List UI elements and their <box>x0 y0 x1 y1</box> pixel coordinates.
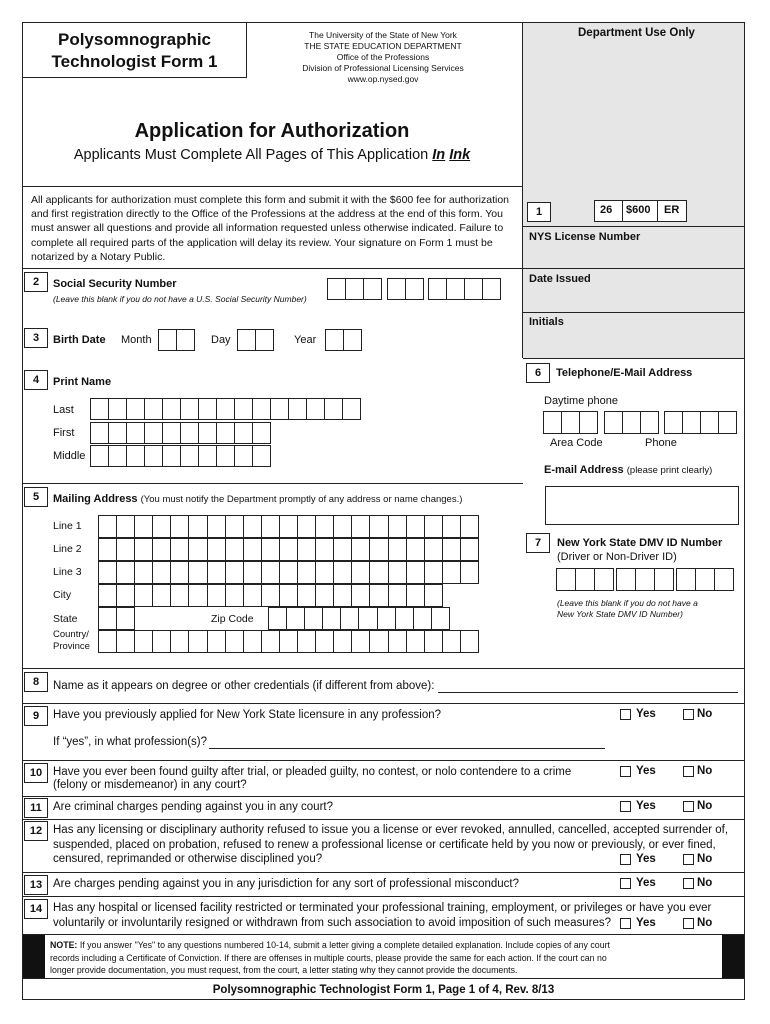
char-cell[interactable] <box>134 561 153 584</box>
note-right-bar <box>722 935 744 978</box>
ssn-input-2[interactable] <box>387 278 423 300</box>
q9-text: Have you previously applied for New York State licensure in any profession? <box>53 709 442 721</box>
char-cell[interactable] <box>315 630 334 653</box>
form-title-line1: Polysomnographic <box>57 30 212 49</box>
q11-num: 11 <box>24 798 48 818</box>
char-cell[interactable] <box>306 398 325 420</box>
char-cell[interactable] <box>460 538 479 561</box>
q12-text-1: Has any licensing or disciplinary authority refused to issue you a license or ever revoked, annulled, cancelled, accepted surrender of, <box>53 824 729 836</box>
char-cell[interactable] <box>424 515 443 538</box>
char-cell[interactable] <box>406 538 425 561</box>
phone-input-2[interactable] <box>664 411 736 434</box>
char-cell[interactable] <box>126 422 145 444</box>
note-line-3: longer provide documentation, you must request, from the court, a letter stating why they cannot provide the documents. <box>50 965 518 975</box>
mailing-address-text: Mailing Address <box>53 493 138 505</box>
char-cell[interactable] <box>377 607 396 630</box>
form-title-line2: Technologist Form 1 <box>51 52 218 71</box>
email-label <box>544 464 712 477</box>
char-cell[interactable] <box>90 398 109 420</box>
telephone-email-label: Telephone/E-Mail Address <box>556 367 693 379</box>
char-cell[interactable] <box>198 398 217 420</box>
char-cell[interactable] <box>152 561 171 584</box>
char-cell[interactable] <box>108 445 127 467</box>
dmv-note-2: New York State DMV ID Number) <box>557 609 683 619</box>
char-cell[interactable] <box>108 398 127 420</box>
application-title: Application for Authorization <box>134 120 410 142</box>
q9-yes-label: Yes <box>636 708 656 720</box>
char-cell[interactable] <box>406 561 425 584</box>
char-cell[interactable] <box>342 398 361 420</box>
dept-er: ER <box>664 204 680 216</box>
char-cell[interactable] <box>108 422 127 444</box>
char-cell[interactable] <box>369 630 388 653</box>
q14-no-checkbox[interactable] <box>683 918 694 929</box>
char-cell[interactable] <box>388 584 407 607</box>
char-cell[interactable] <box>188 538 207 561</box>
char-cell[interactable] <box>144 445 163 467</box>
char-cell[interactable] <box>225 515 244 538</box>
char-cell[interactable] <box>369 538 388 561</box>
section-4-num: 4 <box>24 370 48 390</box>
ssn-input-1[interactable] <box>327 278 381 300</box>
address-line2-label: Line 2 <box>53 543 82 555</box>
char-cell[interactable] <box>351 630 370 653</box>
char-cell[interactable] <box>333 515 352 538</box>
agency-line: THE STATE EDUCATION DEPARTMENT <box>304 41 462 51</box>
char-cell[interactable] <box>144 398 163 420</box>
char-cell[interactable] <box>188 630 207 653</box>
q9-followup: If “yes”, in what profession(s)? <box>53 736 208 748</box>
char-cell[interactable] <box>225 561 244 584</box>
char-cell[interactable] <box>188 561 207 584</box>
char-cell[interactable] <box>297 630 316 653</box>
q10-yes-checkbox[interactable] <box>620 766 631 777</box>
state-label: State <box>53 613 78 625</box>
dmv-note-1: (Leave this blank if you do not have a <box>557 598 698 608</box>
address-line1-input[interactable] <box>98 515 478 538</box>
q12-yes-label: Yes <box>636 853 656 865</box>
char-cell[interactable] <box>134 538 153 561</box>
char-cell[interactable] <box>424 584 443 607</box>
q8-text: Name as it appears on degree or other credentials (if different from above): <box>53 680 435 692</box>
char-cell[interactable] <box>90 422 109 444</box>
char-cell[interactable] <box>170 584 189 607</box>
char-cell[interactable] <box>152 584 171 607</box>
country-label-1: Country/ <box>53 629 89 640</box>
agency-block <box>258 30 508 85</box>
q13-no-checkbox[interactable] <box>683 878 694 889</box>
char-cell[interactable] <box>388 515 407 538</box>
dmv-input-1[interactable] <box>556 568 613 591</box>
address-line1-label: Line 1 <box>53 520 82 532</box>
country-label-2: Province <box>53 641 90 652</box>
email-label-text: E-mail Address <box>544 464 624 476</box>
char-cell[interactable] <box>116 630 135 653</box>
char-cell[interactable] <box>116 561 135 584</box>
q8-num: 8 <box>24 672 48 692</box>
q11-text: Are criminal charges pending against you in any court? <box>53 801 333 813</box>
q9-no-label: No <box>697 708 713 720</box>
q11-yes-checkbox[interactable] <box>620 801 631 812</box>
char-cell[interactable] <box>207 561 226 584</box>
char-cell[interactable] <box>424 561 443 584</box>
char-cell[interactable] <box>406 630 425 653</box>
city-input[interactable] <box>98 584 442 607</box>
char-cell[interactable] <box>152 538 171 561</box>
q11-no-label: No <box>697 800 713 812</box>
email-note: (please print clearly) <box>626 465 713 476</box>
subtitle-text: Applicants Must Complete All Pages of This Application <box>73 147 433 163</box>
email-input[interactable] <box>545 486 739 525</box>
char-cell[interactable] <box>333 584 352 607</box>
char-cell[interactable] <box>180 398 199 420</box>
q13-no-label: No <box>697 877 713 889</box>
char-cell[interactable] <box>134 515 153 538</box>
address-line3-input[interactable] <box>98 561 478 584</box>
q10-no-label: No <box>697 765 713 777</box>
intro-text: All applicants for authorization must complete this form and submit it with the $600 fee for authorization and first registration directly to the Office of the Professions at the address at the end of this form. You must answer all questions and provide all information requested unless otherwise indicated. Failure to complete all required parts of the application will delay its review. Your signature on Form 1 must be notarized by a Notary Public. <box>31 194 509 263</box>
print-name-label: Print Name <box>53 376 112 388</box>
ssn-input-3[interactable] <box>428 278 500 300</box>
q10-yes-label: Yes <box>636 765 656 777</box>
char-cell[interactable] <box>144 422 163 444</box>
char-cell[interactable] <box>304 607 323 630</box>
q14-num: 14 <box>24 899 48 919</box>
ssn-label: Social Security Number <box>53 278 177 290</box>
char-cell[interactable] <box>170 630 189 653</box>
q11-yes-label: Yes <box>636 800 656 812</box>
char-cell[interactable] <box>252 445 271 467</box>
q10-no-checkbox[interactable] <box>683 766 694 777</box>
agency-line: Office of the Professions <box>336 52 430 62</box>
q12-no-label: No <box>697 853 713 865</box>
address-line3-label: Line 3 <box>53 566 82 578</box>
birth-month-label: Month <box>121 334 152 346</box>
section-3-num: 3 <box>24 328 48 348</box>
char-cell[interactable] <box>261 630 280 653</box>
area-code-label: Area Code <box>550 437 603 449</box>
q13-yes-label: Yes <box>636 877 656 889</box>
char-cell[interactable] <box>216 445 235 467</box>
last-name-label: Last <box>53 404 74 416</box>
dmv-id-sub: (Driver or Non-Driver ID) <box>557 551 677 563</box>
char-cell[interactable] <box>243 630 262 653</box>
char-cell[interactable] <box>225 630 244 653</box>
char-cell[interactable] <box>98 515 117 538</box>
char-cell[interactable] <box>297 584 316 607</box>
dept-use-area <box>523 23 744 358</box>
last-name-input[interactable] <box>90 398 360 420</box>
ssn-note: (Leave this blank if you do not have a U.S. Social Security Number) <box>53 294 307 304</box>
agency-line: The University of the State of New York <box>309 30 457 40</box>
area-code-input[interactable] <box>543 411 597 434</box>
char-cell[interactable] <box>243 515 262 538</box>
char-cell[interactable] <box>406 515 425 538</box>
char-cell[interactable] <box>180 445 199 467</box>
char-cell[interactable] <box>261 584 280 607</box>
subtitle-in: In <box>432 147 446 163</box>
q9-profession-input[interactable] <box>209 748 605 749</box>
char-cell[interactable] <box>243 584 262 607</box>
char-cell[interactable] <box>170 515 189 538</box>
char-cell[interactable] <box>162 422 181 444</box>
birth-month-input[interactable] <box>158 329 194 351</box>
char-cell[interactable] <box>98 584 117 607</box>
phone-input-1[interactable] <box>604 411 658 434</box>
state-input[interactable] <box>98 607 134 630</box>
char-cell[interactable] <box>270 398 289 420</box>
q10-num: 10 <box>24 763 48 783</box>
char-cell[interactable] <box>388 630 407 653</box>
char-cell[interactable] <box>297 515 316 538</box>
birth-year-label: Year <box>294 334 317 346</box>
middle-name-input[interactable] <box>90 445 270 467</box>
char-cell[interactable] <box>207 584 226 607</box>
char-cell[interactable] <box>358 607 377 630</box>
char-cell[interactable] <box>116 515 135 538</box>
char-cell[interactable] <box>324 398 343 420</box>
char-cell[interactable] <box>207 515 226 538</box>
char-cell[interactable] <box>286 607 305 630</box>
dept-num-1: 1 <box>527 202 551 222</box>
char-cell[interactable] <box>207 538 226 561</box>
q14-text-1: Has any hospital or licensed facility restricted or terminated your professional training, employment, or privileges or have you ever <box>53 902 712 914</box>
char-cell[interactable] <box>126 398 145 420</box>
char-cell[interactable] <box>252 398 271 420</box>
char-cell[interactable] <box>442 630 461 653</box>
note-left-bar <box>23 935 45 978</box>
char-cell[interactable] <box>216 398 235 420</box>
char-cell[interactable] <box>297 561 316 584</box>
note-block <box>50 939 720 977</box>
char-cell[interactable] <box>261 561 280 584</box>
char-cell[interactable] <box>315 584 334 607</box>
q12-num: 12 <box>24 821 48 841</box>
char-cell[interactable] <box>315 561 334 584</box>
q9-yes-checkbox[interactable] <box>620 709 631 720</box>
char-cell[interactable] <box>126 445 145 467</box>
middle-name-label: Middle <box>53 450 86 462</box>
dept-fee: $600 <box>626 204 651 216</box>
char-cell[interactable] <box>134 630 153 653</box>
char-cell[interactable] <box>406 584 425 607</box>
q12-text-2: suspended, placed on probation, refused to renew a professional license or certificate held by you now or previously, or ever fined, <box>53 839 716 851</box>
char-cell[interactable] <box>243 561 262 584</box>
char-cell[interactable] <box>225 538 244 561</box>
char-cell[interactable] <box>188 584 207 607</box>
char-cell[interactable] <box>152 630 171 653</box>
phone-label: Phone <box>645 437 677 449</box>
char-cell[interactable] <box>279 584 298 607</box>
footer-text: Polysomnographic Technologist Form 1, Page 1 of 4, Rev. 8/13 <box>212 984 555 996</box>
dmv-id-label: New York State DMV ID Number <box>557 537 723 549</box>
note-line-1: If you answer "Yes" to any questions numbered 10-14, submit a letter giving a complete detailed explanation. Include copies of any court <box>77 940 610 950</box>
q12-yes-checkbox[interactable] <box>620 854 631 865</box>
q13-text: Are charges pending against you in any jurisdiction for any sort of professional misconduct? <box>53 878 520 890</box>
birth-year-input[interactable] <box>325 329 361 351</box>
char-cell[interactable] <box>351 538 370 561</box>
char-cell[interactable] <box>351 561 370 584</box>
license-number-label: NYS License Number <box>529 231 641 243</box>
char-cell[interactable] <box>116 538 135 561</box>
birth-day-input[interactable] <box>237 329 273 351</box>
char-cell[interactable] <box>351 584 370 607</box>
char-cell[interactable] <box>460 561 479 584</box>
char-cell[interactable] <box>424 630 443 653</box>
char-cell[interactable] <box>340 607 359 630</box>
section-6-num: 6 <box>526 363 550 383</box>
initials-label: Initials <box>529 316 564 328</box>
char-cell[interactable] <box>442 538 461 561</box>
char-cell[interactable] <box>279 515 298 538</box>
daytime-phone-label: Daytime phone <box>544 395 618 407</box>
char-cell[interactable] <box>98 630 117 653</box>
char-cell[interactable] <box>333 538 352 561</box>
zip-code-input[interactable] <box>268 607 449 630</box>
q8-input[interactable] <box>438 692 738 693</box>
char-cell[interactable] <box>170 538 189 561</box>
char-cell[interactable] <box>388 561 407 584</box>
q14-no-label: No <box>697 917 713 929</box>
city-label: City <box>53 589 72 601</box>
char-cell[interactable] <box>98 561 117 584</box>
section-7-num: 7 <box>526 533 550 553</box>
dmv-input-3[interactable] <box>676 568 733 591</box>
char-cell[interactable] <box>162 445 181 467</box>
char-cell[interactable] <box>369 584 388 607</box>
char-cell[interactable] <box>252 422 271 444</box>
section-5-num: 5 <box>24 487 48 507</box>
char-cell[interactable] <box>424 538 443 561</box>
q14-yes-checkbox[interactable] <box>620 918 631 929</box>
char-cell[interactable] <box>460 630 479 653</box>
section-2-num: 2 <box>24 272 48 292</box>
birth-day-label: Day <box>211 334 231 346</box>
char-cell[interactable] <box>322 607 341 630</box>
q12-no-checkbox[interactable] <box>683 854 694 865</box>
char-cell[interactable] <box>198 422 217 444</box>
q13-yes-checkbox[interactable] <box>620 878 631 889</box>
char-cell[interactable] <box>333 630 352 653</box>
char-cell[interactable] <box>152 515 171 538</box>
q9-num: 9 <box>24 706 48 726</box>
address-line2-input[interactable] <box>98 538 478 561</box>
char-cell[interactable] <box>431 607 450 630</box>
q12-text-3: censured, reprimanded or otherwise disciplined you? <box>53 853 323 865</box>
char-cell[interactable] <box>98 538 117 561</box>
dept-code: 26 <box>600 204 613 216</box>
char-cell[interactable] <box>288 398 307 420</box>
first-name-input[interactable] <box>90 422 270 444</box>
agency-line: Division of Professional Licensing Services <box>302 63 464 73</box>
char-cell[interactable] <box>207 630 226 653</box>
char-cell[interactable] <box>460 515 479 538</box>
q14-yes-label: Yes <box>636 917 656 929</box>
char-cell[interactable] <box>234 422 253 444</box>
subtitle-ink: Ink <box>449 147 471 163</box>
char-cell[interactable] <box>134 584 153 607</box>
char-cell[interactable] <box>234 398 253 420</box>
application-subtitle <box>22 147 522 164</box>
char-cell[interactable] <box>315 515 334 538</box>
char-cell[interactable] <box>268 607 287 630</box>
mailing-address-note: (You must notify the Department promptly of any address or name changes.) <box>140 494 463 505</box>
char-cell[interactable] <box>216 422 235 444</box>
q9-no-checkbox[interactable] <box>683 709 694 720</box>
char-cell[interactable] <box>279 561 298 584</box>
char-cell[interactable] <box>442 515 461 538</box>
char-cell[interactable] <box>279 538 298 561</box>
char-cell[interactable] <box>261 538 280 561</box>
note-line-2: records including a Certificate of Conviction. If there are offenses in multiple courts, please provide the same for each action. If the court can no <box>50 952 607 963</box>
note-label: NOTE: <box>50 940 78 950</box>
char-cell[interactable] <box>351 515 370 538</box>
dmv-input-2[interactable] <box>616 568 673 591</box>
char-cell[interactable] <box>116 584 135 607</box>
birth-date-label: Birth Date <box>53 334 106 346</box>
char-cell[interactable] <box>333 561 352 584</box>
char-cell[interactable] <box>395 607 414 630</box>
agency-url: www.op.nysed.gov <box>347 74 419 84</box>
char-cell[interactable] <box>180 422 199 444</box>
char-cell[interactable] <box>225 584 244 607</box>
mailing-address-label <box>53 493 462 506</box>
char-cell[interactable] <box>413 607 432 630</box>
char-cell[interactable] <box>90 445 109 467</box>
char-cell[interactable] <box>369 561 388 584</box>
country-input[interactable] <box>98 630 478 653</box>
char-cell[interactable] <box>243 538 262 561</box>
char-cell[interactable] <box>297 538 316 561</box>
dept-use-label: Department Use Only <box>578 27 695 39</box>
q11-no-checkbox[interactable] <box>683 801 694 812</box>
first-name-label: First <box>53 427 75 439</box>
char-cell[interactable] <box>315 538 334 561</box>
q14-text-2: voluntarily or involuntarily resigned or withdrawn from such association to avoid imposition of such measures? <box>53 917 612 929</box>
char-cell[interactable] <box>162 398 181 420</box>
char-cell[interactable] <box>279 630 298 653</box>
q13-num: 13 <box>24 875 48 895</box>
q10-text-2: (felony or misdemeanor) in any court? <box>53 779 247 791</box>
char-cell[interactable] <box>170 561 189 584</box>
char-cell[interactable] <box>442 561 461 584</box>
char-cell[interactable] <box>198 445 217 467</box>
char-cell[interactable] <box>188 515 207 538</box>
char-cell[interactable] <box>369 515 388 538</box>
char-cell[interactable] <box>388 538 407 561</box>
char-cell[interactable] <box>261 515 280 538</box>
zip-code-label: Zip Code <box>211 613 254 625</box>
date-issued-label: Date Issued <box>529 273 591 285</box>
char-cell[interactable] <box>234 445 253 467</box>
q10-text-1: Have you ever been found guilty after trial, or pleaded guilty, no contest, or nolo contendere to a crime <box>53 766 572 778</box>
